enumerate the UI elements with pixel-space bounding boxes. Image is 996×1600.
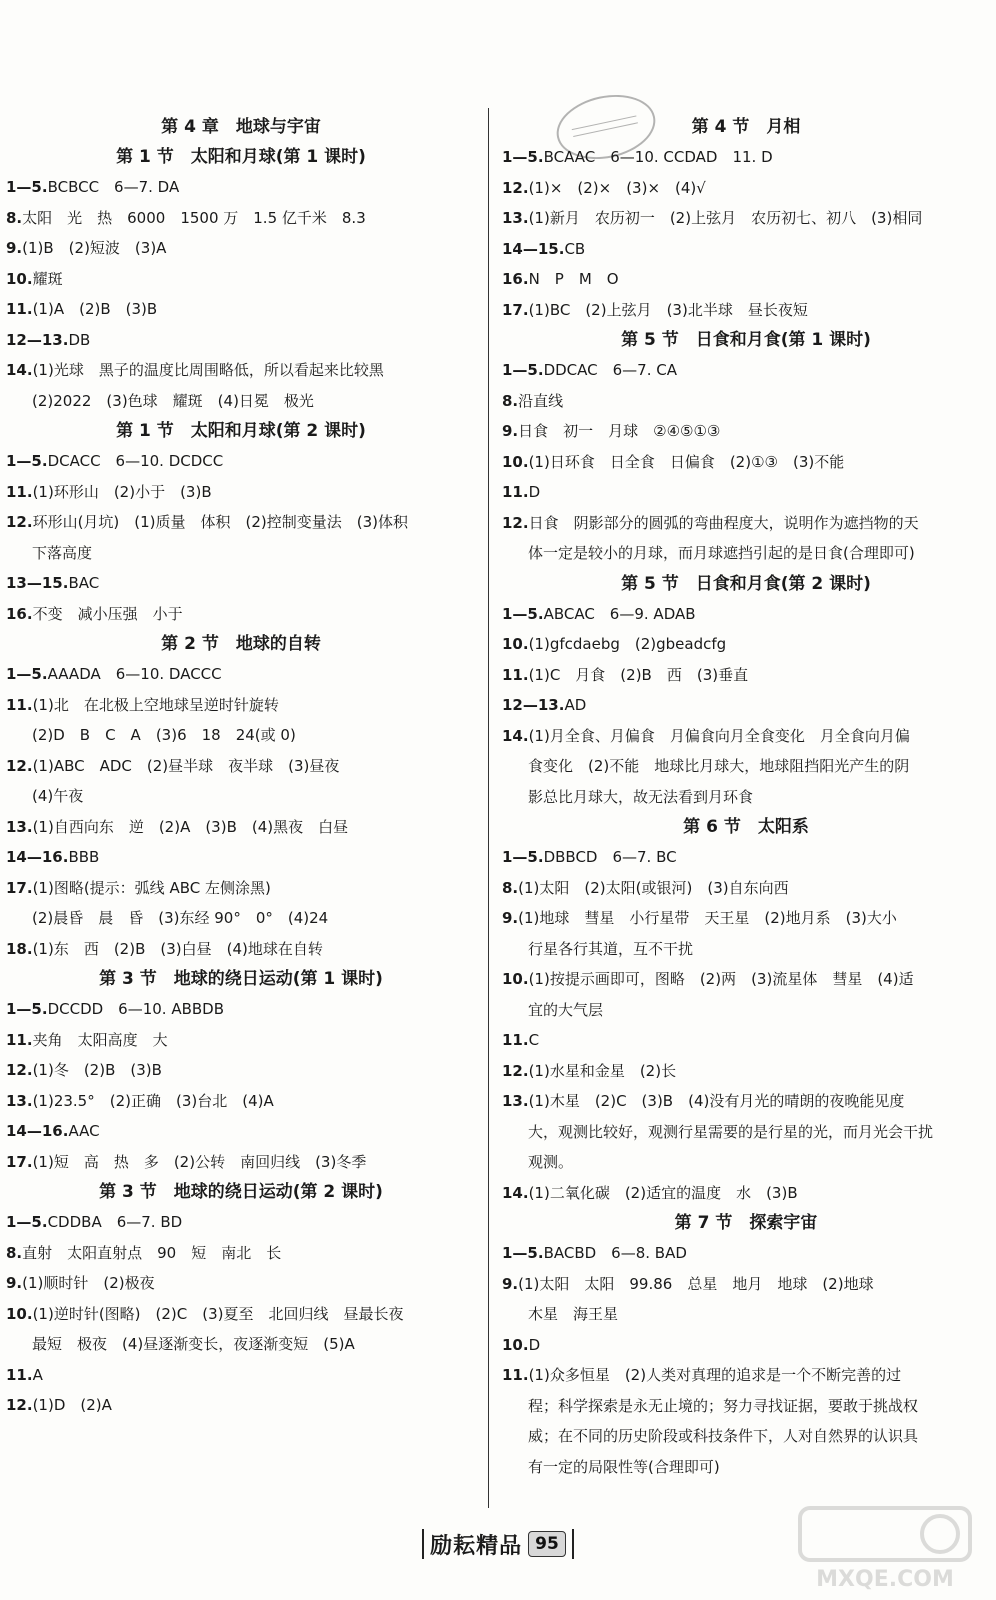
question-number: 14—16. (6, 848, 69, 866)
answer-line (6, 1299, 476, 1330)
question-number: 11. (502, 1366, 529, 1384)
footer-bar-right (572, 1529, 574, 1559)
answer-line (502, 1025, 990, 1056)
question-number: 11. (6, 1030, 33, 1049)
watermark-logo (790, 1500, 980, 1596)
answer-text: (1)水星和金星 (2)长 (528, 1061, 677, 1080)
question-number: 9. (502, 422, 519, 440)
answer-text: (1)× (2)× (3)× (4)√ (528, 178, 706, 197)
section-heading: 第 4 章 地球与宇宙 (161, 117, 321, 137)
answer-text: (1)冬 (2)B (3)B (32, 1061, 162, 1079)
question-number: 13. (502, 209, 529, 227)
section-heading: 第 6 节 太阳系 (683, 817, 809, 837)
answer-continuation (6, 386, 476, 417)
answer-line (502, 1360, 990, 1391)
answer-line (502, 903, 990, 934)
answer-line (502, 721, 990, 752)
answer-line (6, 599, 476, 630)
answer-line (6, 1360, 476, 1391)
question-number: 12. (6, 1061, 33, 1079)
answer-continuation (502, 1421, 990, 1452)
left-column (6, 112, 476, 1421)
answer-text: (1)北 在北极上空地球呈逆时针旋转 (32, 695, 279, 714)
answer-text: DDCAC 6—7. CA (543, 361, 677, 379)
question-number: 1—5. (502, 361, 544, 379)
answer-text: (1)D (2)A (32, 1396, 112, 1414)
answer-line (6, 873, 476, 904)
answer-text: 沿直线 (518, 391, 564, 410)
question-number: 10. (502, 1335, 529, 1354)
answer-line (6, 264, 476, 295)
answer-text: D (528, 1335, 541, 1354)
answer-line (502, 599, 990, 630)
answer-text: 有一定的局限性等(合理即可) (528, 1457, 720, 1476)
answer-line (502, 416, 990, 447)
question-number: 10. (502, 970, 529, 988)
section-heading: 第 3 节 地球的绕日运动(第 1 课时) (99, 969, 383, 989)
answer-continuation (502, 1299, 990, 1330)
answer-text: 日食 阴影部分的圆弧的弯曲程度大，说明作为遮挡物的天 (528, 513, 919, 532)
question-number: 13—15. (6, 574, 69, 592)
answer-line (502, 873, 990, 904)
question-number: 17. (502, 300, 529, 319)
answer-text: (2)2022 (3)色球 耀斑 (4)日冕 极光 (32, 391, 314, 410)
answer-text: (1)二氧化碳 (2)适宜的温度 水 (3)B (528, 1183, 798, 1202)
answer-line (502, 264, 990, 295)
question-number: 10. (6, 269, 33, 288)
question-number: 8. (6, 208, 23, 227)
answer-text: 大，观测比较好，观测行星需要的是行星的光，而月光会干扰 (528, 1122, 934, 1141)
question-number: 1—5. (502, 848, 544, 866)
answer-text: (2)晨昏 晨 昏 (3)东经 90° 0° (4)24 (32, 909, 329, 927)
answer-line (502, 355, 990, 386)
question-number: 8. (502, 391, 519, 410)
question-number: 1—5. (6, 665, 48, 683)
answer-line (6, 568, 476, 599)
answer-line (502, 1330, 990, 1361)
answer-text: (4)午夜 (32, 787, 84, 805)
answer-continuation (6, 781, 476, 812)
answer-text: A (32, 1365, 43, 1384)
question-number: 8. (6, 1243, 23, 1262)
answer-text: (1)日环食 日全食 日偏食 (2)①③ (3)不能 (528, 452, 845, 471)
answer-line (6, 1147, 476, 1178)
answer-text: BACBD 6—8. BAD (543, 1244, 687, 1262)
answer-line (502, 234, 990, 265)
answer-line (6, 751, 476, 782)
answer-text: (1)众多恒星 (2)人类对真理的追求是一个不断完善的过 (528, 1366, 902, 1384)
question-number: 1—5. (6, 178, 48, 196)
answer-text: (1)逆时针(图略) (2)C (3)夏至 北回归线 昼最长夜 (32, 1304, 404, 1323)
question-number: 1—5. (502, 148, 544, 166)
question-number: 1—5. (6, 1213, 48, 1231)
column-divider (488, 108, 489, 1508)
question-number: 11. (502, 1031, 529, 1049)
question-number: 8. (502, 878, 519, 897)
answer-line (6, 294, 476, 325)
answer-line (6, 325, 476, 356)
answer-text: (1)木星 (2)C (3)B (4)没有月光的晴朗的夜晚能见度 (528, 1092, 905, 1110)
answer-text: BCBCC 6—7. DA (47, 178, 180, 196)
answer-text: DCCDD 6—10. ABBDB (47, 1000, 225, 1018)
question-number: 14—15. (502, 239, 565, 258)
question-number: 12—13. (6, 330, 69, 349)
question-number: 11. (6, 482, 33, 501)
answer-text: (1)太阳 (2)太阳(或银河) (3)自东向西 (518, 878, 789, 897)
answer-text: (1)图略(提示：弧线 ABC 左侧涂黑) (32, 878, 271, 897)
answer-line (6, 233, 476, 264)
section-heading: 第 7 节 探索宇宙 (674, 1213, 818, 1233)
answer-line (6, 934, 476, 965)
section-heading: 第 2 节 地球的自转 (161, 634, 321, 654)
answer-line (502, 1269, 990, 1300)
section-heading: 第 1 节 太阳和月球(第 1 课时) (116, 147, 366, 167)
answer-text: CDDBA 6—7. BD (47, 1213, 183, 1231)
answer-text: (1)光球 黑子的温度比周围略低，所以看起来比较黑 (32, 361, 384, 379)
answer-text: (1)23.5° (2)正确 (3)台北 (4)A (32, 1091, 274, 1110)
question-number: 11. (6, 300, 33, 318)
answer-line (502, 660, 990, 691)
answer-text: (1)顺时针 (2)极夜 (22, 1274, 155, 1292)
answer-continuation (502, 1452, 990, 1483)
answer-text: (1)gfcdaebg (2)gbeadcfg (528, 635, 727, 653)
question-number: 12. (502, 178, 529, 197)
answer-text: 木星 海王星 (528, 1305, 619, 1323)
answer-line (502, 295, 990, 326)
page-footer (398, 1524, 598, 1564)
answer-line (502, 690, 990, 721)
answer-text: D (528, 483, 541, 501)
answer-text: DBBCD 6—7. BC (543, 848, 677, 866)
question-number: 12. (502, 513, 529, 532)
answer-text: (1)按提示画即可，图略 (2)两 (3)流星体 彗星 (4)适 (528, 970, 914, 988)
answer-text: CB (564, 239, 586, 258)
answer-text: (1)月全食、月偏食 月偏食向月全食变化 月全食向月偏 (528, 726, 910, 745)
question-number: 12—13. (502, 696, 565, 714)
answer-text: AD (564, 696, 587, 714)
answer-text: (1)新月 农历初一 (2)上弦月 农历初七、初八 (3)相同 (528, 209, 923, 227)
answer-text: 威；在不同的历史阶段或科技条件下，人对自然界的认识具 (528, 1427, 919, 1445)
answer-text: (1)BC (2)上弦月 (3)北半球 昼长夜短 (528, 300, 808, 319)
answer-text: 行星各行其道，互不干扰 (528, 939, 694, 958)
question-number: 10. (6, 1304, 33, 1323)
question-number: 16. (502, 270, 529, 288)
section-heading: 第 3 节 地球的绕日运动(第 2 课时) (99, 1182, 383, 1202)
question-number: 14. (502, 726, 529, 745)
question-number: 13. (6, 1091, 33, 1110)
answer-line (6, 659, 476, 690)
answer-text: 宜的大气层 (528, 1000, 604, 1019)
question-number: 9. (6, 239, 23, 257)
answer-text: (1)东 西 (2)B (3)白昼 (4)地球在自转 (32, 939, 323, 958)
answer-text: (2)D B C A (3)6 18 24(或 0) (32, 726, 296, 744)
question-number: 11. (502, 483, 529, 501)
question-number: 9. (502, 909, 519, 927)
answer-line (6, 842, 476, 873)
question-number: 14. (502, 1183, 529, 1202)
answer-text: (1)B (2)短波 (3)A (22, 239, 167, 257)
answer-line (6, 477, 476, 508)
answer-line (502, 629, 990, 660)
answer-text: BAC (68, 574, 100, 592)
question-number: 17. (6, 1152, 33, 1171)
question-number: 18. (6, 939, 33, 958)
question-number: 12. (502, 1061, 529, 1080)
watermark-text: MXQE.COM (816, 1567, 954, 1592)
question-number: 10. (502, 452, 529, 471)
question-number: 12. (6, 513, 33, 531)
answer-continuation (502, 538, 990, 569)
answer-text: AAADA 6—10. DACCC (47, 665, 222, 683)
answer-line (6, 994, 476, 1025)
answer-line (502, 447, 990, 478)
answer-line (6, 203, 476, 234)
answer-line (6, 1207, 476, 1238)
answer-text: 日食 初一 月球 ②④⑤①③ (518, 422, 721, 440)
question-number: 13. (502, 1092, 529, 1110)
answer-line (502, 508, 990, 539)
question-number: 16. (6, 604, 33, 623)
answer-line (6, 1268, 476, 1299)
answer-text: 不变 减小压强 小于 (32, 604, 183, 623)
answer-text: 太阳 光 热 6000 1500 万 1.5 亿千米 8.3 (22, 208, 366, 227)
question-number: 11. (6, 1365, 33, 1384)
answer-text: 最短 极夜 (4)昼逐渐变长，夜逐渐变短 (5)A (32, 1335, 355, 1353)
question-number: 1—5. (502, 1244, 544, 1262)
answer-continuation (502, 751, 990, 782)
question-number: 14—16. (6, 1122, 69, 1140)
answer-text: (1)A (2)B (3)B (32, 300, 158, 318)
answer-line (502, 173, 990, 204)
section-heading: 第 4 节 月相 (691, 117, 801, 137)
answer-text: 体一定是较小的月球，而月球遮挡引起的是日食(合理即可) (528, 544, 915, 562)
question-number: 1—5. (6, 1000, 48, 1018)
footer-brand: 励耘精品 (430, 1533, 523, 1559)
answer-text: BBB (68, 848, 100, 866)
answer-text: AAC (68, 1122, 100, 1140)
answer-text: DB (68, 330, 91, 349)
page-number: 95 (528, 1531, 566, 1557)
answer-line (6, 1086, 476, 1117)
answer-continuation (502, 995, 990, 1026)
answer-continuation (502, 1391, 990, 1422)
answer-text: (1)太阳 太阳 99.86 总星 地月 地球 (2)地球 (518, 1274, 874, 1293)
answer-line (6, 172, 476, 203)
answer-text: C (528, 1031, 540, 1049)
answer-text: DCACC 6—10. DCDCC (47, 452, 224, 470)
question-number: 17. (6, 878, 33, 897)
answer-line (6, 1116, 476, 1147)
answer-line (6, 812, 476, 843)
answer-line (6, 1055, 476, 1086)
answer-text: ABCAC 6—9. ADAB (543, 604, 696, 623)
answer-text: (1)ABC ADC (2)昼半球 夜半球 (3)昼夜 (32, 756, 340, 775)
answer-text: 食变化 (2)不能 地球比月球大，地球阻挡阳光产生的阴 (528, 757, 910, 775)
answer-text: (1)地球 彗星 小行星带 天王星 (2)地月系 (3)大小 (518, 909, 897, 927)
answer-line (6, 690, 476, 721)
answer-continuation (6, 720, 476, 751)
answer-text: (1)环形山 (2)小于 (3)B (32, 482, 212, 501)
section-heading: 第 5 节 日食和月食(第 1 课时) (621, 330, 871, 350)
answer-text: 观测。 (528, 1153, 574, 1171)
answer-text: 耀斑 (32, 269, 63, 288)
answer-line (502, 477, 990, 508)
question-number: 12. (6, 1396, 33, 1414)
answer-line (6, 507, 476, 538)
footer-bar-left (422, 1529, 424, 1559)
answer-line (502, 1238, 990, 1269)
question-number: 10. (502, 635, 529, 653)
answer-text: 环形山(月坑) (1)质量 体积 (2)控制变量法 (3)体积 (32, 513, 409, 531)
answer-line (6, 1390, 476, 1421)
answer-text: 下落高度 (32, 543, 93, 562)
answer-text: 程；科学探索是永无止境的；努力寻找证据，要敢于挑战权 (528, 1396, 919, 1415)
answer-continuation (6, 1329, 476, 1360)
answer-continuation (6, 538, 476, 569)
answer-line (502, 1056, 990, 1087)
answer-line (502, 203, 990, 234)
answer-line (502, 142, 990, 173)
answer-continuation (502, 934, 990, 965)
question-number: 1—5. (6, 452, 48, 470)
answer-text: 影总比月球大，故无法看到月环食 (528, 787, 754, 806)
question-number: 11. (6, 695, 33, 714)
right-column (502, 112, 990, 1482)
answer-continuation (502, 1147, 990, 1178)
answer-continuation (6, 903, 476, 934)
answer-continuation (502, 782, 990, 813)
answer-text: 夹角 太阳高度 大 (32, 1030, 168, 1049)
answer-line (6, 446, 476, 477)
answer-line (502, 1178, 990, 1209)
question-number: 13. (6, 817, 33, 836)
answer-line (502, 964, 990, 995)
answer-text: (1)短 高 热 多 (2)公转 南回归线 (3)冬季 (32, 1152, 367, 1171)
answer-line (6, 1238, 476, 1269)
answer-text: BCAAC 6—10. CCDAD 11. D (543, 148, 773, 166)
answer-line (502, 842, 990, 873)
question-number: 12. (6, 756, 33, 775)
answer-continuation (502, 1117, 990, 1148)
answer-text: N P M O (528, 270, 619, 288)
answer-text: (1)C 月食 (2)B 西 (3)垂直 (528, 665, 749, 684)
section-heading: 第 1 节 太阳和月球(第 2 课时) (116, 421, 366, 441)
question-number: 9. (6, 1274, 23, 1292)
answer-text: (1)自西向东 逆 (2)A (3)B (4)黑夜 白昼 (32, 817, 349, 836)
answer-line (502, 386, 990, 417)
answer-text: 直射 太阳直射点 90 短 南北 长 (22, 1243, 282, 1262)
answer-line (502, 1086, 990, 1117)
question-number: 14. (6, 361, 33, 379)
answer-line (6, 1025, 476, 1056)
section-heading: 第 5 节 日食和月食(第 2 课时) (621, 573, 871, 594)
question-number: 9. (502, 1274, 519, 1293)
answer-line (6, 355, 476, 386)
question-number: 11. (502, 665, 529, 684)
question-number: 1—5. (502, 604, 544, 623)
